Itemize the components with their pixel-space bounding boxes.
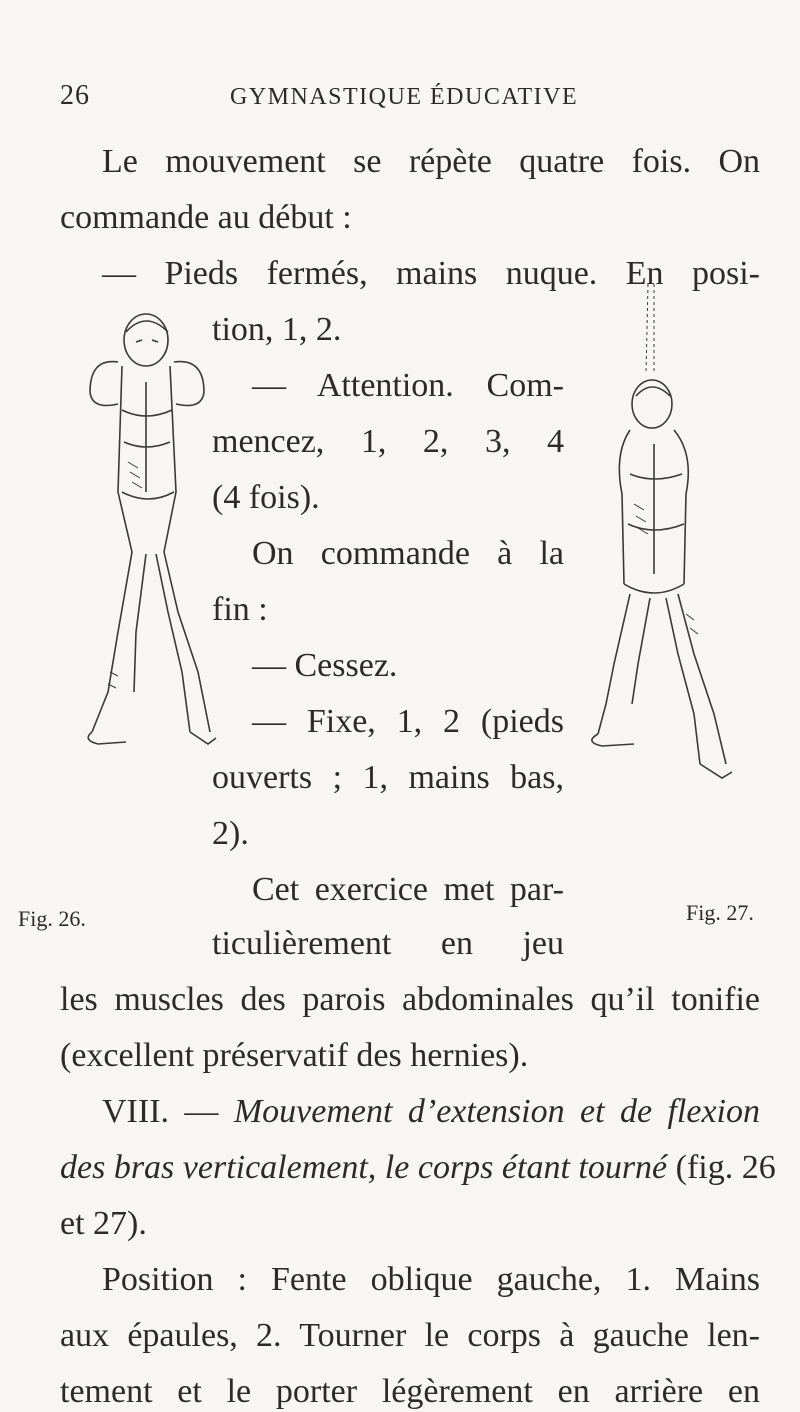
page-number: 26 xyxy=(60,80,90,111)
text-line: aux épaules, 2. Tourner le corps à gauche len- xyxy=(60,1317,760,1354)
section-title-continued: des bras verticalement, le corps étant tourné xyxy=(60,1149,668,1186)
figure-27-illustration xyxy=(574,284,734,804)
text-line: Le mouvement se répète quatre fois. On xyxy=(102,143,760,180)
text-line: fin : xyxy=(212,591,268,628)
text-line: (excellent préservatif des hernies). xyxy=(60,1037,529,1074)
text-line: mencez, 1, 2, 3, 4 xyxy=(212,423,564,460)
figure-reference: (fig. 26 xyxy=(675,1149,776,1186)
running-title: GYMNASTIQUE ÉDUCATIVE xyxy=(230,84,579,110)
figure-27-caption: Fig. 27. xyxy=(686,900,754,925)
section-number: VIII. — xyxy=(102,1093,219,1130)
text-line: — Attention. Com- xyxy=(252,367,564,404)
section-title: Mouvement d’extension et de flexion xyxy=(233,1093,760,1130)
text-line: commande au début : xyxy=(60,199,352,236)
text-line: — Fixe, 1, 2 (pieds xyxy=(252,703,564,740)
text-line: ticulièrement en jeu xyxy=(212,925,564,962)
text-line: Position : Fente oblique gauche, 1. Mains xyxy=(102,1261,760,1298)
figure-26-caption: Fig. 26. xyxy=(18,906,86,931)
text-line: Cet exercice met par- xyxy=(252,871,564,908)
text-line: 2). xyxy=(212,815,249,852)
text-line: et 27). xyxy=(60,1205,147,1242)
text-line: — Cessez. xyxy=(252,647,398,684)
text-line: — Pieds fermés, mains nuque. En posi- xyxy=(102,255,760,292)
figure-26-illustration xyxy=(78,292,218,762)
text-line: ouverts ; 1, mains bas, xyxy=(212,759,564,796)
text-line: On commande à la xyxy=(252,535,564,572)
text-line: tement et le porter légèrement en arrière en xyxy=(60,1373,760,1410)
section-heading-line xyxy=(60,1148,776,1188)
page-header xyxy=(60,80,760,120)
text-line: (4 fois). xyxy=(212,479,320,516)
text-line: les muscles des parois abdominales qu’il tonifie xyxy=(60,981,760,1018)
text-line: tion, 1, 2. xyxy=(212,311,342,348)
section-heading-line xyxy=(102,1092,760,1132)
